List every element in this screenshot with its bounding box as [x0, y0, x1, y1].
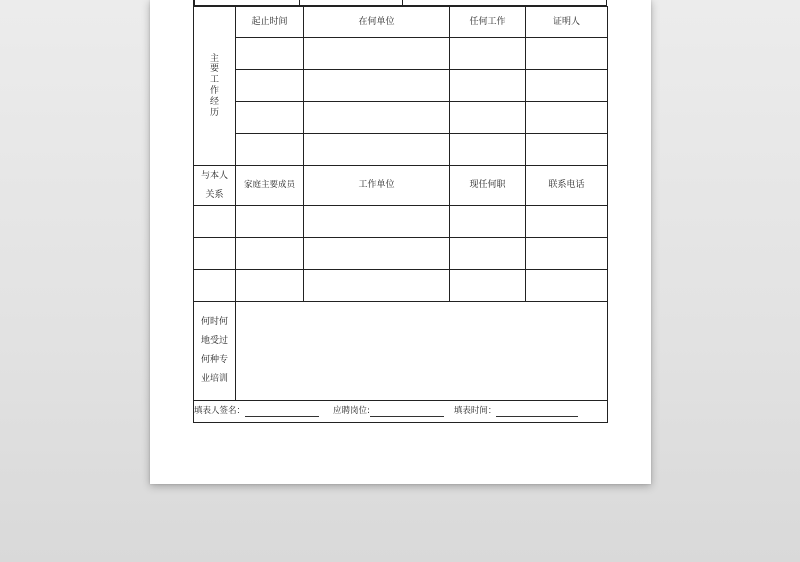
work-job-cell[interactable]: [450, 70, 526, 102]
work-row: [194, 38, 608, 70]
footer-cell: [194, 401, 608, 423]
filler-signature-label: 填表人签名：: [194, 406, 246, 417]
family-position-cell[interactable]: [450, 270, 526, 302]
family-employer-cell[interactable]: [304, 206, 450, 238]
family-relation-cell[interactable]: [194, 206, 236, 238]
family-row: [194, 238, 608, 270]
work-job-cell[interactable]: [450, 102, 526, 134]
work-reference-cell[interactable]: [526, 70, 608, 102]
family-header-phone: 联系电话: [526, 166, 608, 206]
family-header-member: 家庭主要成员: [236, 166, 304, 206]
family-phone-cell[interactable]: [526, 206, 608, 238]
work-employer-cell[interactable]: [304, 102, 450, 134]
filler-signature-field[interactable]: [245, 407, 319, 417]
family-member-cell[interactable]: [236, 238, 304, 270]
fill-date-label: 填表时间：: [453, 406, 497, 417]
position-field[interactable]: [370, 407, 444, 417]
work-period-cell[interactable]: [236, 134, 304, 166]
work-header-row: [194, 7, 608, 38]
family-header-position: 现任何职: [450, 166, 526, 206]
work-employer-cell[interactable]: [304, 38, 450, 70]
work-job-cell[interactable]: [450, 134, 526, 166]
label-char: 工: [209, 75, 219, 86]
work-period-cell[interactable]: [236, 38, 304, 70]
work-employer-cell[interactable]: [304, 134, 450, 166]
work-reference-cell[interactable]: [526, 38, 608, 70]
family-relation-cell[interactable]: [194, 238, 236, 270]
family-member-cell[interactable]: [236, 206, 304, 238]
training-label: [194, 302, 236, 401]
work-experience-label: [194, 7, 236, 166]
work-reference-cell[interactable]: [526, 134, 608, 166]
label-line: 地受过: [200, 336, 228, 346]
family-phone-cell[interactable]: [526, 270, 608, 302]
label-line: 业培训: [200, 374, 228, 384]
family-employer-cell[interactable]: [304, 238, 450, 270]
family-phone-cell[interactable]: [526, 238, 608, 270]
work-header-job: 任何工作: [450, 7, 526, 38]
fill-date-field[interactable]: [496, 407, 578, 417]
work-header-employer: 在何单位: [304, 7, 450, 38]
label-char: 历: [209, 107, 219, 118]
footer-row: [194, 401, 608, 423]
label-line: 何种专: [200, 355, 228, 365]
work-period-cell[interactable]: [236, 102, 304, 134]
family-header-row: [194, 166, 608, 206]
application-form-table: [193, 6, 608, 423]
label-line: 关系: [205, 189, 224, 200]
work-period-cell[interactable]: [236, 70, 304, 102]
family-row: [194, 206, 608, 238]
position-label: 应聘岗位:: [333, 406, 370, 417]
family-row: [194, 270, 608, 302]
family-relation-cell[interactable]: [194, 270, 236, 302]
family-member-cell[interactable]: [236, 270, 304, 302]
family-position-cell[interactable]: [450, 206, 526, 238]
work-row: [194, 70, 608, 102]
label-char: 作: [209, 86, 219, 96]
work-reference-cell[interactable]: [526, 102, 608, 134]
work-header-reference: 证明人: [526, 7, 608, 38]
label-char: 要: [209, 64, 219, 75]
work-row: [194, 102, 608, 134]
work-header-period: 起止时间: [236, 7, 304, 38]
training-content-cell[interactable]: [236, 302, 608, 401]
training-row: [194, 302, 608, 401]
family-employer-cell[interactable]: [304, 270, 450, 302]
work-job-cell[interactable]: [450, 38, 526, 70]
label-line: 与本人: [200, 170, 228, 181]
label-char: 主: [209, 53, 219, 64]
family-position-cell[interactable]: [450, 238, 526, 270]
family-header-employer: 工作单位: [304, 166, 450, 206]
family-relation-label: [194, 166, 236, 206]
work-employer-cell[interactable]: [304, 70, 450, 102]
work-row: [194, 134, 608, 166]
footer-line: [194, 406, 607, 416]
label-char: 经: [209, 96, 219, 107]
label-line: 何时何: [200, 317, 228, 327]
